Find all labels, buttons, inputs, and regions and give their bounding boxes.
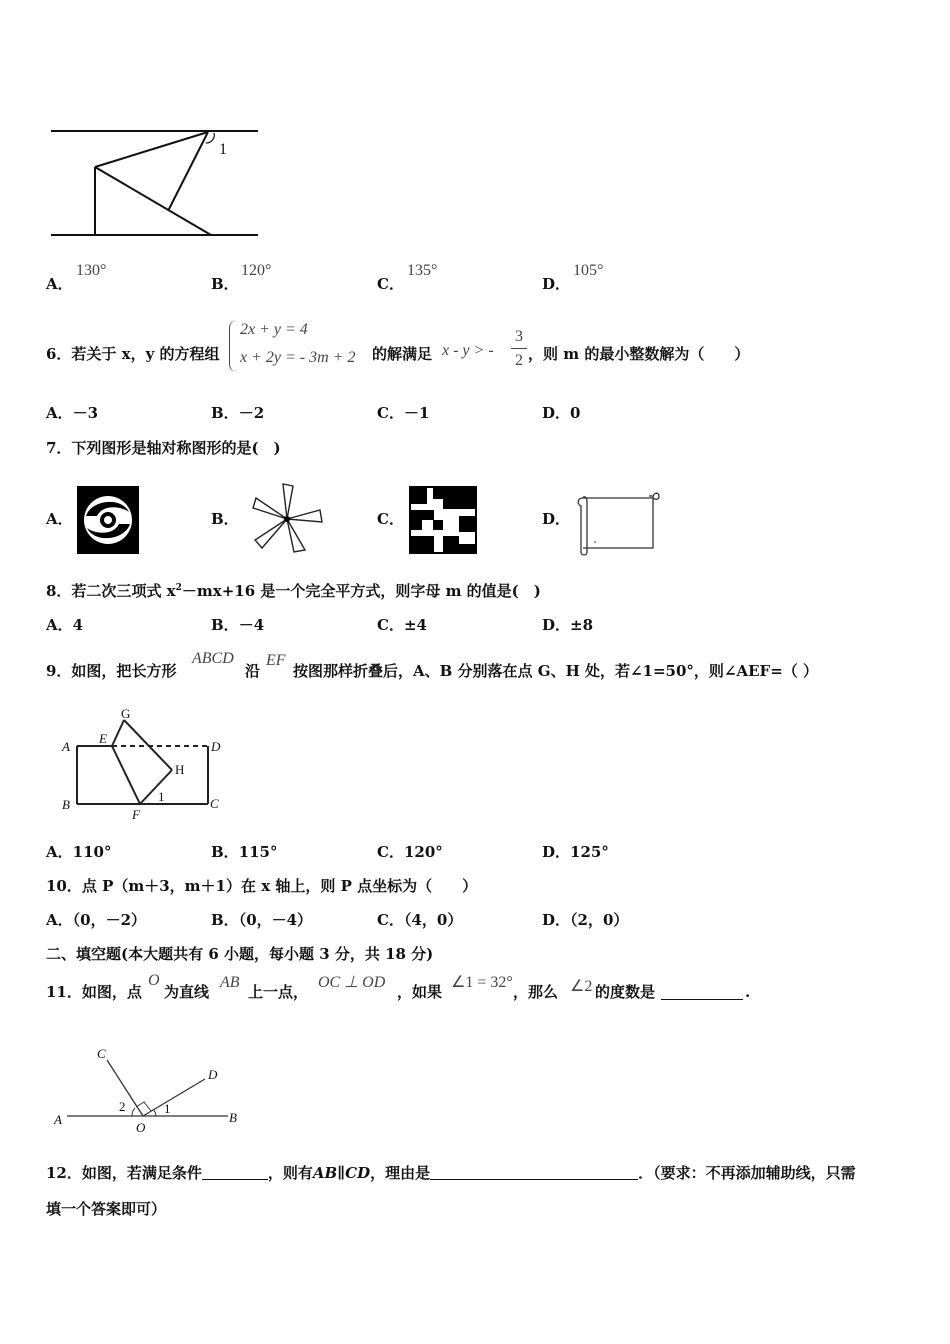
q9-prefix: 9．如图，把长方形 <box>46 662 177 680</box>
q7-option-b[interactable] <box>211 512 239 527</box>
q11-perp: OC ⊥ OD <box>318 974 386 991</box>
option-letter: A． <box>46 275 73 293</box>
q7-option-c[interactable] <box>377 512 404 527</box>
q6-middle: 的解满足 <box>372 345 433 363</box>
option-value: 125° <box>570 843 609 861</box>
option-value: ±8 <box>570 616 594 634</box>
pinwheel-icon <box>250 482 325 554</box>
option-value: 110° <box>72 843 112 861</box>
q12-condition-blank[interactable] <box>202 1165 268 1180</box>
q6-system-brace <box>229 320 238 372</box>
q11-t2: 上一点， <box>248 983 309 1001</box>
q8-option-b[interactable] <box>211 618 264 633</box>
q12-relation: AB∥CD <box>312 1164 371 1182</box>
q7-option-d[interactable] <box>542 512 570 527</box>
q11-t1: 为直线 <box>164 983 210 1001</box>
q8-exponent: 2 <box>175 583 182 593</box>
option-letter: B． <box>211 275 239 293</box>
q11-answer-blank[interactable] <box>661 985 743 1000</box>
q6-inequality: x - y > - <box>442 342 494 359</box>
option-letter: A． <box>46 616 73 634</box>
q10-option-c[interactable] <box>377 913 462 928</box>
q9-label-c: C <box>210 796 219 811</box>
option-letter: D． <box>542 911 571 929</box>
q6-eq1: 2x + y = 4 <box>240 321 308 338</box>
option-value: ±4 <box>403 616 427 634</box>
option-value: －2 <box>238 404 265 422</box>
q12-line1 <box>46 1165 856 1181</box>
q12-prefix: 12．如图，若满足条件 <box>46 1164 202 1182</box>
q9-option-c[interactable] <box>377 845 443 860</box>
q9-label-e: E <box>99 731 107 746</box>
q6-option-b[interactable] <box>211 406 264 421</box>
q11-t5: 的度数是 <box>595 983 656 1001</box>
option-value: －1 <box>403 404 430 422</box>
option-letter: A． <box>46 510 73 528</box>
q9-label-f: F <box>132 807 140 822</box>
q10-stem: 10．点 P（m＋3，m＋1）在 x 轴上，则 P 点坐标为（ ） <box>46 877 478 895</box>
option-letter: C． <box>377 275 404 293</box>
q6-prefix: 6．若关于 x，y 的方程组 <box>46 345 220 363</box>
q6-frac-bar <box>511 348 527 349</box>
q5-option-a[interactable] <box>46 277 73 292</box>
option-value: －3 <box>72 404 99 422</box>
q11-t4: ，那么 <box>513 983 559 1001</box>
q5-option-c-value: 135° <box>407 262 438 279</box>
q9-option-d[interactable] <box>542 845 609 860</box>
option-letter: B． <box>211 911 239 929</box>
q5-option-b-value: 120° <box>241 262 272 279</box>
option-letter: D． <box>542 843 571 861</box>
option-value: －4 <box>238 616 265 634</box>
q12-line2: 填一个答案即可） <box>46 1200 167 1218</box>
q11-label-b: B <box>229 1110 237 1125</box>
q5-figure <box>48 125 263 240</box>
q9-label-angle1: 1 <box>158 789 165 804</box>
q5-option-c[interactable] <box>377 277 404 292</box>
option-letter: C． <box>377 404 404 422</box>
q6-option-d[interactable] <box>542 406 580 421</box>
q5-angle-label: 1 <box>219 141 227 158</box>
q11-angle1: ∠1 = 32° <box>451 974 513 991</box>
q9-rect-name: ABCD <box>192 650 234 667</box>
q11-t3: ，如果 <box>397 983 443 1001</box>
q11-label-o: O <box>136 1120 146 1135</box>
q12-t2: ，理由是 <box>370 1164 431 1182</box>
q9-label-g: G <box>121 706 131 721</box>
q6-eq2: x + 2y = - 3m + 2 <box>240 349 356 366</box>
q8-stem-b: －mx+16 是一个完全平方式，则字母 m 的值是( ) <box>181 582 541 600</box>
q9-along: 沿 <box>245 662 261 680</box>
option-value: （4，0） <box>403 911 463 929</box>
option-letter: C． <box>377 911 404 929</box>
option-letter: A． <box>46 404 73 422</box>
q5-option-b[interactable] <box>211 277 239 292</box>
option-letter: D． <box>542 275 571 293</box>
q9-suffix: 按图那样折叠后，A、B 分别落在点 G、H 处，若∠1=50°，则∠AEF=（ ） <box>293 662 818 680</box>
option-letter: B． <box>211 616 239 634</box>
option-value: 4 <box>72 616 84 634</box>
q12-t1: ，则有 <box>267 1164 313 1182</box>
option-letter: D． <box>542 616 571 634</box>
option-value: （2，0） <box>570 911 629 929</box>
q9-fold-line: EF <box>266 652 286 669</box>
option-value: 120° <box>403 843 443 861</box>
option-value: （0，－4） <box>238 911 313 929</box>
option-letter: D． <box>542 404 571 422</box>
section-heading: 二、填空题(本大题共有 6 小题，每小题 3 分，共 18 分) <box>46 945 434 963</box>
q11-point: O <box>148 972 160 989</box>
q5-option-a-value: 130° <box>76 262 107 279</box>
q8-option-d[interactable] <box>542 618 593 633</box>
q6-option-a[interactable] <box>46 406 98 421</box>
q10-option-a[interactable] <box>46 913 146 928</box>
q11-line: AB <box>220 974 240 991</box>
q12-reason-blank[interactable] <box>430 1165 638 1180</box>
q7-option-a[interactable] <box>46 512 73 527</box>
q11-angle2: ∠2 <box>570 978 593 995</box>
q12-t3: ．（要求：不再添加辅助线，只需 <box>638 1164 856 1182</box>
option-letter: B． <box>211 510 239 528</box>
q8-option-c[interactable] <box>377 618 427 633</box>
option-letter: B． <box>211 843 239 861</box>
option-value: （0，－2） <box>72 911 147 929</box>
option-letter: A． <box>46 843 73 861</box>
q11-label-c: C <box>97 1046 106 1061</box>
q11-prefix: 11．如图，点 <box>46 983 142 1001</box>
q9-label-b: B <box>62 797 70 812</box>
q5-option-d[interactable] <box>542 277 570 292</box>
q6-suffix: ，则 m 的最小整数解为（ ） <box>528 345 750 363</box>
q11-label-a: A <box>54 1112 62 1127</box>
option-letter: C． <box>377 843 404 861</box>
option-letter: D． <box>542 510 571 528</box>
q10-option-d[interactable] <box>542 913 628 928</box>
q11-label-angle1: 1 <box>164 1101 171 1116</box>
option-value: 115° <box>238 843 278 861</box>
q9-label-d: D <box>211 739 221 754</box>
q8-option-a[interactable] <box>46 618 83 633</box>
q9-option-a[interactable] <box>46 845 111 860</box>
option-letter: C． <box>377 510 404 528</box>
option-letter: C． <box>377 616 404 634</box>
q7-stem: 7．下列图形是轴对称图形的是( ) <box>46 439 281 457</box>
option-letter: A． <box>46 911 73 929</box>
q5-option-d-value: 105° <box>573 262 604 279</box>
q11-label-angle2: 2 <box>119 1099 126 1114</box>
q8-stem-a: 8．若二次三项式 x <box>46 582 176 600</box>
q6-frac-num: 3 <box>515 328 523 345</box>
checker-pattern-icon <box>409 486 477 554</box>
option-value: 0 <box>570 404 581 422</box>
q9-figure <box>60 706 235 822</box>
q9-label-a: A <box>62 739 70 754</box>
q6-option-c[interactable] <box>377 406 429 421</box>
q11-label-d: D <box>208 1067 218 1082</box>
circle-swirl-icon <box>77 486 139 554</box>
option-letter: B． <box>211 404 239 422</box>
q11-end: . <box>745 983 751 1001</box>
q9-option-b[interactable] <box>211 845 278 860</box>
q10-option-b[interactable] <box>211 913 312 928</box>
q9-label-h: H <box>175 762 185 777</box>
q11-figure <box>52 1044 247 1136</box>
q6-frac-den: 2 <box>515 352 523 369</box>
scroll-icon <box>573 486 661 558</box>
q8-stem <box>46 584 541 599</box>
